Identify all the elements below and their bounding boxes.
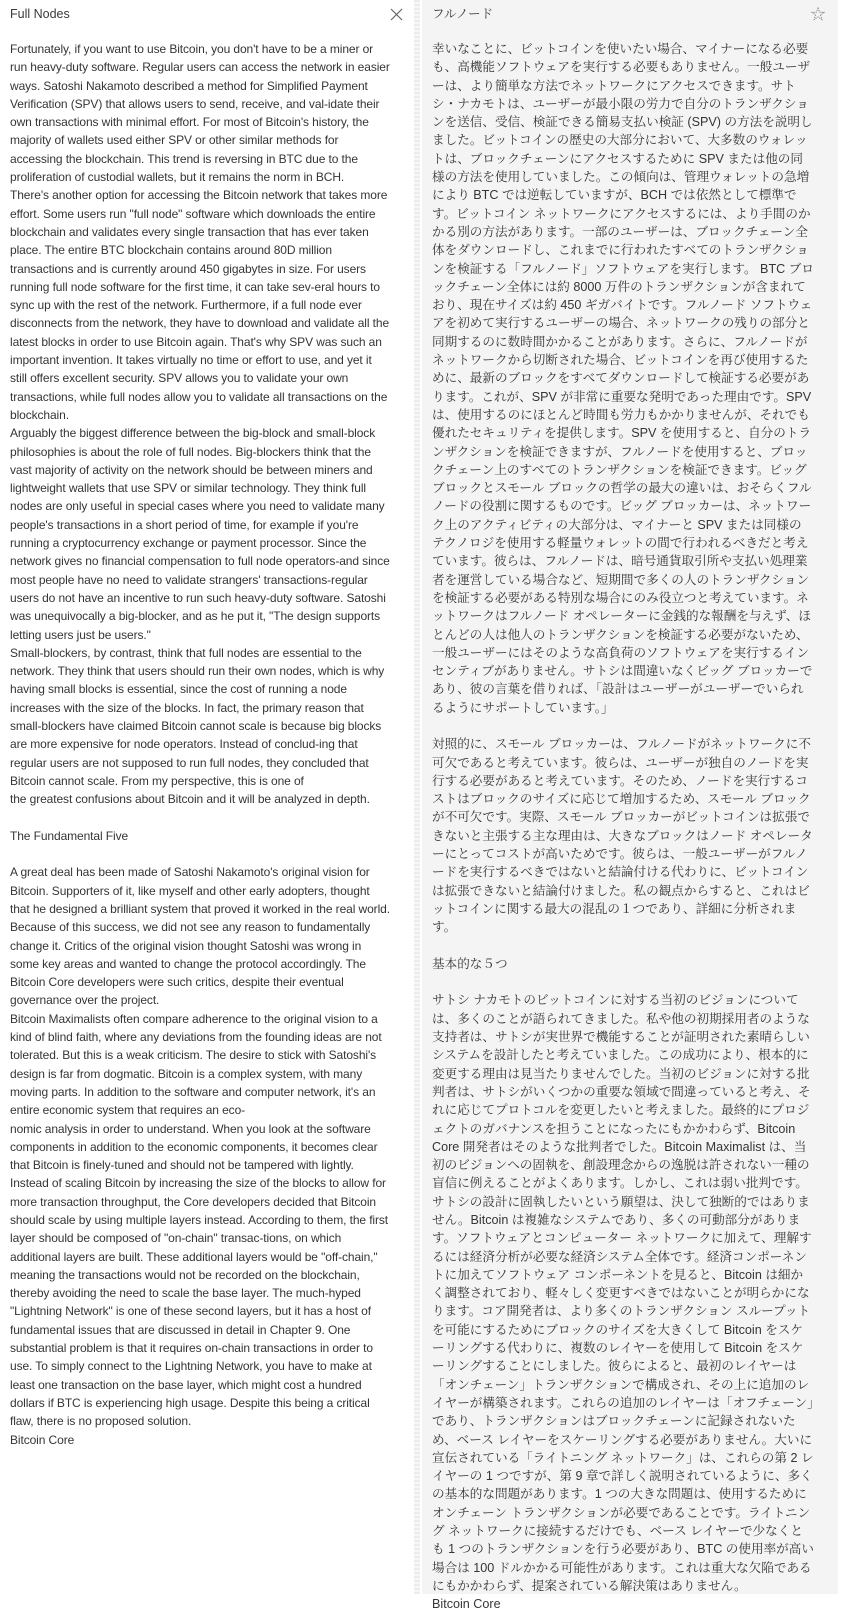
window-edge — [838, 0, 857, 1594]
translation-paragraph: サトシ ナカモトのビットコインに対する当初のビジョンについては、多くのことが語られてきました。私や他の初期採用者のような支持者は、サトシが実世界で機能することが証明された素晴らしいシステムを設計したと考えていました。この成功により、根本的に変更する理由は見当たりませんでした。当初のビジョンに対する批判者は、サトシがいくつかの重要な領域で間違っていると考え、それに応じてプロトコルを変更したいと考えました。最終的にプロジェクトのガバナンスを担うことになったにもかかわらず、Bitcoin Core 開発者はそのような批判者でした。Bitcoin Maximalist は、当初のビジョンへの固執を、創設理念からの逸脱は許されない一種の盲信に例えることがよくあります。しかし、これは弱い批判です。サトシの設計に固執したいという願望は、決して独断的ではありません。Bitcoin は複雑なシステムであり、多くの可動部分があります。ソフトウェアとコンピューター ネットワークに加えて、理解するには経済分析が必要な経済システム全体です。経済コンポーネントに加えてソフトウェア コンポーネントを見ると、Bitcoin は細かく調整されており、軽々しく変更すべきではないことが明らかになります。コア開発者は、より多くのトランザクション スループットを可能にするためにブロックのサイズを大きくして Bitcoin をスケーリングする代わりに、複数のレイヤーを使用して Bitcoin をスケーリングすることにしました。彼らによると、最初のレイヤーは「オンチェーン」トランザクションで構成され、その上に追加のレイヤーが構築されます。これらの追加のレイヤーは「オフチェーン」であり、トランザクションはブロックチェーンに記録されないため、ベース レイヤーをスケーリングする必要がありません。大いに宣伝されている「ライトニング ネットワーク」は、これらの第 2 レイヤーの 1 つですが、第 9 章で詳しく説明されているように、多くの基本的な問題があります。1 つの大きな問題は、使用するためにオンチェーン トランザクションが必要であることです。ライトニング ネットワークに接続するだけでも、ベース レイヤーで少なくとも 1 つのトランザクションを行う必要があり、BTC の使用率が高い場合は 100 ドルかかる可能性があります。これは重大な欠陥であるにもかかわらず、提案されている解決策はありません。 — [432, 993, 814, 1593]
source-paragraph: the greatest confusions about Bitcoin and it will be analyzed in depth. — [10, 792, 370, 807]
star-outline-icon — [811, 7, 825, 21]
close-icon — [390, 8, 403, 21]
source-body — [10, 40, 390, 1449]
source-pane — [0, 0, 414, 1594]
source-paragraph: A great deal has been made of Satoshi Nakamoto's original vision for Bitcoin. Supporters of it, like myself and other early adopters, thought that he designed a brilliant system that proved it worked in the real world. Because of this success, we did not see any reason to fundamentally change it. Critics of the original vision thought Satoshi was wrong in some key areas and wanted to change the protocol accordingly. The Bitcoin Core developers were such critics, despite their eventual governance over the project. — [10, 865, 390, 1008]
source-section-heading: The Fundamental Five — [10, 828, 129, 843]
source-paragraph: There's another option for accessing the Bitcoin network that takes more effort. Some users run "full node" software which downloads the entire blockchain and validates every single transaction that has ever taken place. The entire BTC blockchain contains around 80D million transactions and is currently around 450 gigabytes in size. For users running full node software for the first time, it can take sev-eral hours to sync up with the rest of the network. Furthermore, if a full node ever disconnects from the network, they have to download and validate all the latest blocks in order to use Bitcoin again. That's why SPV was such an important invention. It takes virtually no time or effort to use, and yet it still offers excellent security. SPV allows you to validate your own transactions, while full nodes allow you to validate all transactions on the blockchain. — [10, 188, 390, 422]
translation-paragraph: 対照的に、スモール ブロッカーは、フルノードがネットワークに不可欠であると考えています。彼らは、ユーザーが独自のノードを実行する必要があると考えています。そのため、ノードを実行するコストはブロックのサイズに応じて増加するため、スモール ブロックが不可欠です。実際、スモール ブロッカーがビットコインは拡張できないと主張する主な理由は、大きなブロックはノード オペレーターにとってコストが高いためです。彼らは、一般ユーザーがフルノードを実行するべきではないと結論付ける代わりに、ビットコインは拡張できないと結論付けました。私の観点からすると、これはビットコインに関する最大の混乱の１つであり、詳細に分析されます。 — [432, 737, 813, 935]
favorite-button[interactable] — [808, 4, 828, 24]
translation-body — [432, 40, 814, 1614]
source-paragraph: Bitcoin Maximalists often compare adherence to the original vision to a kind of blind faith, where any deviations from the founding ideas are not tolerated. But this is a weak criticism. The desire to stick with Satoshi's design is far from dogmatic. Bitcoin is a complex system, with many moving parts. In addition to the software and computer network, it's an entire economic system that requires an eco- — [10, 1011, 382, 1118]
translation-pane — [422, 0, 838, 1612]
translation-paragraph: 幸いなことに、ビットコインを使いたい場合、マイナーになる必要も、高機能ソフトウェアを実行する必要もありません。一般ユーザーは、より簡単な方法でネットワークにアクセスできます。サトシ・ナカモトは、ユーザーが最小限の労力で自分のトランザクションを送信、受信、検証できる簡易支払い検証 (SPV) の方法を説明しました。ビットコインの歴史の大部分において、大多数のウォレットは、ブロックチェーンにアクセスするために SPV または他の同様の方法を使用していました。この傾向は、管理ウォレットの急増により BTC では逆転していますが、BCH では依然として標準です。ビットコイン ネットワークにアクセスするには、より手間のかかる別の方法があります。一部のユーザーは、ブロックチェーン全体をダウンロードし、これまでに行われたすべてのトランザクションを検証する「フルノード」ソフトウェアを実行します。 BTC ブロックチェーン全体には約 8000 万件のトランザクションが含まれており、現在サイズは約 450 ギガバイトです。フルノード ソフトウェアを初めて実行するユーザーの場合、ネットワークの残りの部分と同期するのに数時間かかることがあります。さらに、フルノードがネットワークから切断された場合、ビットコインを再び使用するために、最新のブロックをすべてダウンロードして検証する必要があります。これが、SPV が非常に重要な発明であった理由です。SPV は、使用するのにほとんど時間も労力もかかりませんが、それでも優れたセキュリティを提供します。SPV を使用すると、自分のトランザクションを検証できますが、フルノードを使用すると、ブロックチェーン上のすべてのトランザクションを検証できます。ビッグ ブロックとスモール ブロックの哲学の最大の違いは、おそらくフルノードの役割に関するものです。ビッグ ブロッカーは、ネットワーク上のアクティビティの大部分は、マイナーと SPV または同様のテクノロジを使用する軽量ウォレットの間で行われるべきだと考えています。彼らは、フルノードは、暗号通貨取引所や支払い処理業者を運営している場合など、短期間で多くの人のトランザクションを検証する必要がある特別な場合にのみ役立つと考えています。ネットワークはフルノード オペレーターに金銭的な報酬を与えず、ほとんどの人は他人のトランザクションを検証する必要がないため、一般ユーザーにはそのような高負荷のソフトウェアを実行するインセンティブがありません。サトシは間違いなくビッグ ブロッカーであり、彼の言葉を借りれば、「設計はユーザーがユーザーでいられるようにサポートしています。」 — [432, 42, 814, 715]
pane-resize-handle[interactable] — [414, 0, 420, 1594]
source-title: Full Nodes — [10, 7, 70, 21]
translation-section-heading: 基本的な５つ — [432, 956, 508, 971]
close-button[interactable] — [386, 4, 406, 24]
source-paragraph: Arguably the biggest difference between the big-block and small-block philosophies is about the role of full nodes. Big-blockers think that the vast majority of activity on the network should be between miners and lightweight wallets that use SPV or similar technology. They think full nodes are only useful in special cases where you need to validate many people's transactions in a short period of time, for example if you're running a cryptocurrency exchange or payment processor. Since the network gives no financial compensation to full node operators-and since most people have no need to validate strangers' transactions-regular users do not have an incentive to run such heavy-duty software. Satoshi was unequivocally a big-blocker, and as he put it, "The design supports letting users just be users." — [10, 426, 390, 642]
source-paragraph: Instead of scaling Bitcoin by increasing the size of the blocks to allow for more transaction throughput, the Core developers decided that Bitcoin should scale by using multiple layers instead. According to them, the first layer should be composed of "on-chain" transac-tions, on which additional layers are built. These additional layers would be "off-chain," meaning the transactions would not be recorded on the blockchain, thereby avoiding the need to scale the base layer. The much-hyped "Lightning Network" is one of these second layers, but it has a host of fundamental issues that are discussed in detail in Chapter 9. One substantial problem is that it requires on-chain transactions in order to use. To simply connect to the Lightning Network, you have to make at least one transaction on the base layer, which might cost a hundred dollars if BTC is experiencing high usage. Despite this being a critical flaw, there is no proposed solution. — [10, 1176, 389, 1429]
source-paragraph: Bitcoin Core — [10, 1432, 75, 1447]
translation-title: フルノード — [432, 7, 494, 21]
source-paragraph: Small-blockers, by contrast, think that full nodes are essential to the network. They think that users should run their own nodes, which is why having small blocks is essential, since the cost of running a node increases with the size of the blocks. In fact, the primary reason that small-blockers have claimed Bitcoin cannot scale is because big blocks are more expensive for node operators. Instead of conclud-ing that regular users are not supposed to run full nodes, they concluded that Bitcoin cannot scale. From my perspective, this is one of — [10, 645, 385, 788]
translation-paragraph: Bitcoin Core — [432, 1597, 501, 1612]
source-paragraph: Fortunately, if you want to use Bitcoin, you don't have to be a miner or run heavy-duty software. Regular users can access the network in easier ways. Satoshi Nakamoto described a method for Simplified Payment Verification (SPV) that allows users to send, receive, and val-idate their own transactions with minimal effort. For most of Bitcoin's history, the majority of wallets used either SPV or other similar methods for accessing the blockchain. This trend is reversing in BTC due to the proliferation of custodial wallets, but it remains the norm in BCH. — [10, 42, 390, 185]
source-paragraph: nomic analysis in order to understand. When you look at the software components in addition to the economic components, it becomes clear that Bitcoin is finely-tuned and should not be tampered with lightly. — [10, 1121, 378, 1173]
